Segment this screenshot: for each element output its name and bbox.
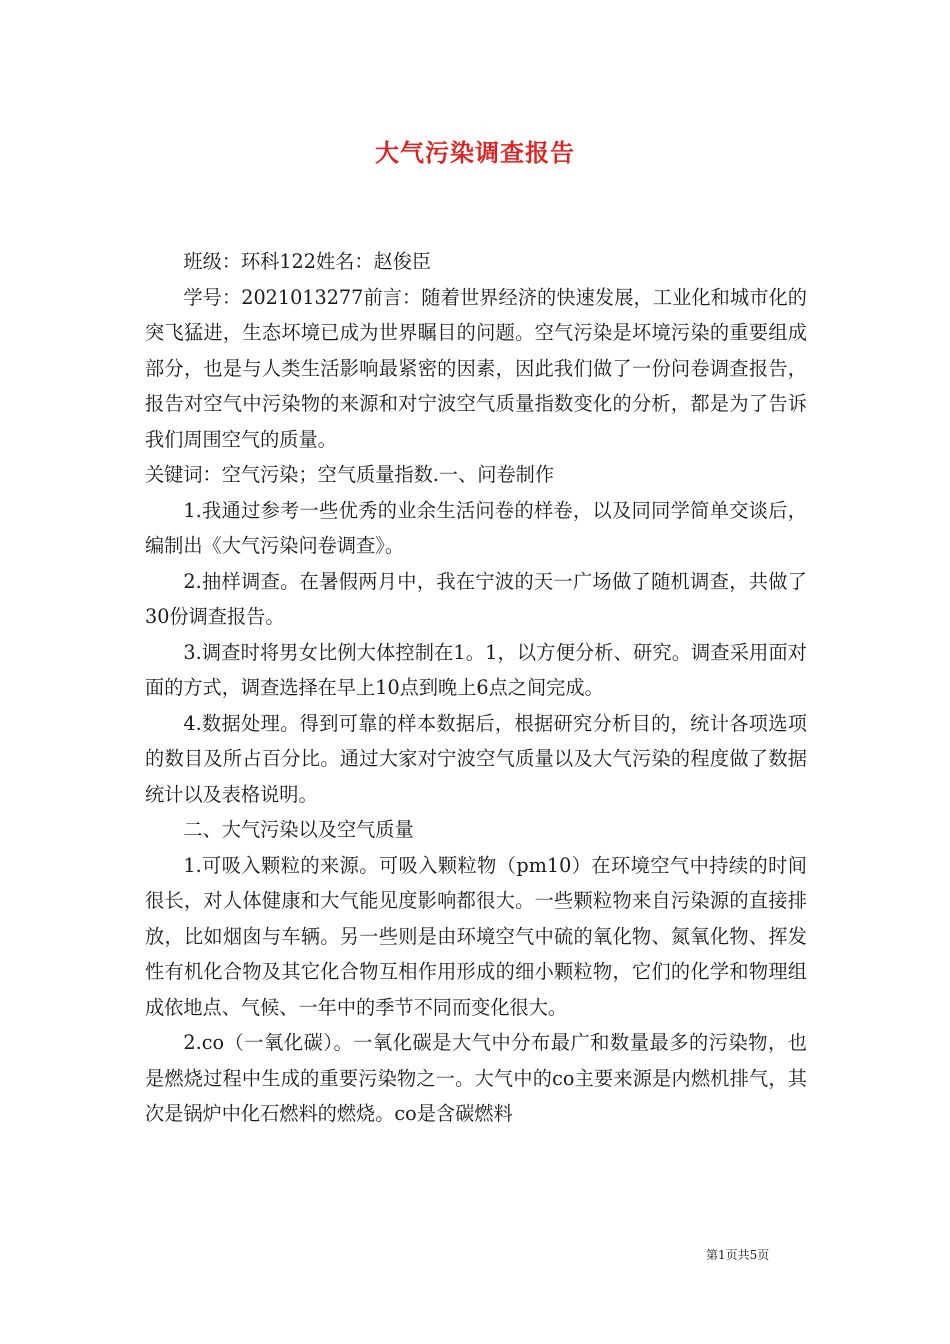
paragraph-item-3: 3.调查时将男女比例大体控制在1。1，以方便分析、研究。调查采用面对面的方式，调查选择在早上10点到晚上6点之间完成。 bbox=[145, 640, 807, 699]
paragraph-preface: 学号：2021013277前言：随着世界经济的快速发展，工业化和城市化的突飞猛进，生态坏境已成为世界瞩目的问题。空气污染是坏境污染的重要组成部分，也是与人类生活影响最紧密的因素，因此我们做了一份问卷调查报告，报告对空气中污染物的来源和对宁波空气质量指数变化的分析，都是为了告诉我们周围空气的质量。 bbox=[145, 285, 807, 451]
document-body bbox=[145, 244, 807, 1132]
paragraph-item-2: 2.抽样调查。在暑假两月中，我在宁波的天一广场做了随机调查，共做了30份调查报告。 bbox=[145, 569, 807, 628]
paragraph-keywords: 关键词：空气污染；空气质量指数.一、问卷制作 bbox=[145, 463, 555, 486]
paragraph-co: 2.co（一氧化碳）。一氧化碳是大气中分布最广和数量最多的污染物，也是燃烧过程中生成的重要污染物之一。大气中的co主要来源是内燃机排气，其次是锅炉中化石燃料的燃烧。co是含碳燃料 bbox=[145, 1031, 807, 1125]
paragraph-class-name: 班级：环科122姓名：赵俊臣 bbox=[183, 250, 432, 273]
paragraph-item-1: 1.我通过参考一些优秀的业余生活问卷的样卷，以及同同学简单交谈后，编制出《大气污染问卷调查》。 bbox=[145, 498, 807, 557]
page-number: 第1页共5页 bbox=[706, 1248, 770, 1262]
document-title: 大气污染调查报告 bbox=[375, 138, 575, 167]
paragraph-pm10: 1.可吸入颗粒的来源。可吸入颗粒物（pm10）在环境空气中持续的时间很长，对人体健康和大气能见度影响都很大。一些颗粒物来自污染源的直接排放，比如烟囱与车辆。另一些则是由环境空气中硫的氧化物、氮氧化物、挥发性有机化合物及其它化合物互相作用形成的细小颗粒物，它们的化学和物理组成依地点、气候、一年中的季节不同而变化很大。 bbox=[145, 853, 807, 1019]
paragraph-item-4: 4.数据处理。得到可靠的样本数据后，根据研究分析目的，统计各项选项的数目及所占百分比。通过大家对宁波空气质量以及大气污染的程度做了数据统计以及表格说明。 bbox=[145, 711, 807, 806]
section-heading-2: 二、大气污染以及空气质量 bbox=[183, 818, 414, 841]
